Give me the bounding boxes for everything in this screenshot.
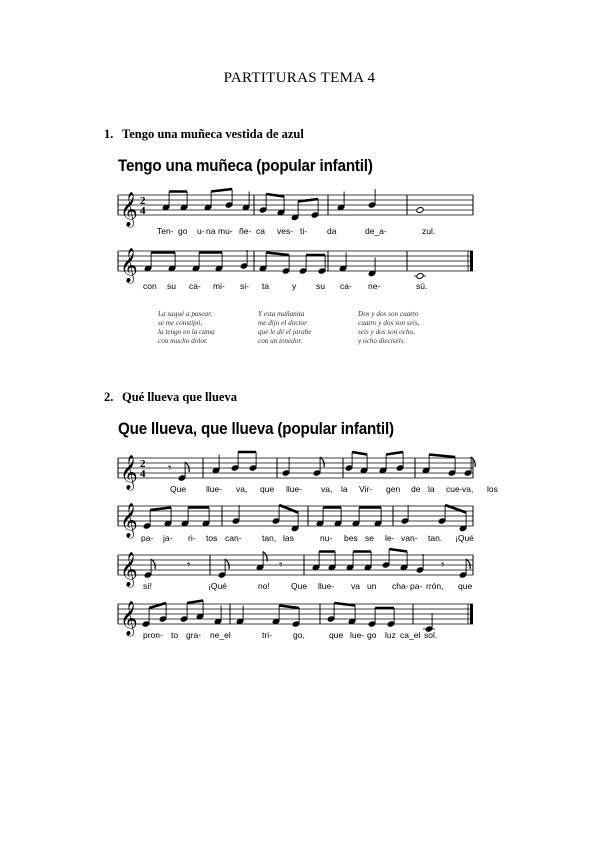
score-title-1: Tengo una muñeca (popular infantil): [118, 157, 373, 175]
lyric-syllable: que: [329, 630, 344, 640]
lyric-syllable: llue-: [286, 484, 303, 494]
treble-clef-icon: 𝄞: [120, 192, 138, 227]
stanza-line: que le dé el jarabe: [258, 328, 312, 336]
lyric-syllable: ne-: [368, 281, 381, 291]
lyric-syllable: un: [367, 581, 377, 591]
section-heading-text: Tengo una muñeca vestida de azul: [122, 127, 304, 141]
lyrics-1-2: [0, 281, 599, 295]
lyric-syllable: tri-: [262, 630, 272, 640]
lyric-syllable: ti-: [300, 226, 308, 236]
lyric-syllable: gra-: [186, 630, 202, 640]
lyric-syllable: tan.: [428, 533, 443, 543]
lyric-syllable: pa-: [141, 533, 154, 543]
lyrics-1-1: [0, 226, 599, 240]
lyrics-2-1: [0, 484, 599, 498]
note-beam: [334, 603, 355, 606]
lyric-syllable: va: [351, 581, 360, 591]
lyric-syllable: si-: [240, 281, 249, 291]
lyric-syllable: la: [428, 484, 435, 494]
note-beam: [187, 601, 203, 604]
lyric-syllable: ¡Qué: [208, 581, 227, 591]
lyrics-2-4: [0, 630, 599, 644]
stanza-line: cuatro y dos son seis,: [358, 319, 420, 327]
stanza-line: con un tenedor.: [258, 337, 303, 345]
note-flag: [320, 457, 324, 467]
staff-1-1: [0, 189, 599, 229]
lyric-syllable: de_a-: [365, 226, 387, 236]
lyric-syllable: Que: [170, 484, 187, 494]
lyric-syllable: pron-: [143, 630, 163, 640]
lyric-syllable: tos: [206, 533, 218, 543]
note-beam: [298, 199, 318, 202]
lyric-syllable: llue-: [318, 581, 335, 591]
lyric-syllable: can-: [225, 533, 242, 543]
lyric-syllable: sol.: [424, 630, 438, 640]
note-head: [416, 207, 424, 214]
note-flag: [151, 559, 155, 569]
lyric-syllable: go,: [293, 630, 305, 640]
lyric-syllable: que: [458, 581, 473, 591]
note-flag: [185, 462, 189, 472]
section-heading-text: Qué llueva que llueva: [122, 390, 237, 404]
time-signature-top: 2: [140, 195, 146, 207]
lyric-syllable: go: [178, 226, 188, 236]
lyric-syllable: ca_el: [400, 630, 421, 640]
lyric-syllable: cue-: [446, 484, 463, 494]
lyric-syllable: ne_el: [210, 630, 231, 640]
lyric-syllable: ri-: [188, 533, 196, 543]
eighth-rest-icon: 𝄾: [168, 461, 172, 476]
section-number: 2.: [104, 390, 114, 404]
stanza-line: se me constipó,: [158, 319, 203, 327]
lyric-syllable: ñe-: [239, 226, 252, 236]
lyric-syllable: gen: [386, 484, 401, 494]
lyric-syllable: su: [316, 281, 325, 291]
lyric-syllable: luz: [385, 630, 396, 640]
staff-1-2: [0, 245, 599, 285]
lyric-syllable: mi-: [213, 281, 225, 291]
time-signature-top: 2: [140, 458, 146, 470]
treble-clef-icon: 𝄞: [120, 552, 138, 587]
lyric-syllable: va,: [462, 484, 474, 494]
lyric-syllable: su: [167, 281, 176, 291]
lyric-syllable: va,: [236, 484, 248, 494]
lyric-syllable: ta: [262, 281, 270, 291]
stanza-line: Y esta mañanita: [258, 310, 305, 318]
treble-clef-icon: 𝄞: [120, 248, 138, 283]
time-signature-bottom: 4: [140, 468, 146, 480]
note-flag: [466, 559, 470, 569]
lyrics-2-3: [0, 581, 599, 595]
stanza-1: [158, 310, 215, 346]
lyric-syllable: llue-: [206, 484, 223, 494]
eighth-rest-icon: 𝄾: [279, 558, 283, 573]
lyric-syllable: va,: [321, 484, 333, 494]
treble-clef-icon: 𝄞: [120, 601, 138, 636]
lyric-syllable: que: [260, 484, 275, 494]
lyric-syllable: bes: [344, 533, 358, 543]
lyric-syllable: to: [171, 630, 179, 640]
lyric-syllable: rrón,: [426, 581, 444, 591]
lyric-syllable: ca: [256, 226, 265, 236]
lyric-syllable: pa-: [410, 581, 423, 591]
final-bar-thick: [470, 251, 473, 271]
note-beam: [429, 455, 455, 458]
stanza-line: Dos y dos son cuatro: [358, 310, 419, 318]
note-beam: [389, 549, 407, 552]
lyric-syllable: y: [292, 281, 297, 291]
lyric-syllable: se: [365, 533, 374, 543]
lyric-syllable: zul.: [422, 226, 436, 236]
section-heading-1: [104, 127, 304, 142]
stanza-2: [258, 310, 312, 346]
section-number: 1.: [104, 127, 114, 141]
note-beam: [266, 194, 284, 197]
lyric-syllable: u-: [197, 226, 205, 236]
lyric-syllable: ves-: [277, 226, 294, 236]
lyric-syllable: con: [143, 281, 157, 291]
lyric-syllable: da: [327, 226, 337, 236]
lyric-syllable: no!: [258, 581, 270, 591]
page-title: PARTITURAS TEMA 4: [223, 70, 376, 86]
note-beam: [386, 452, 403, 455]
final-bar-thick: [470, 604, 473, 624]
treble-clef-icon: 𝄞: [120, 455, 138, 490]
lyric-syllable: las: [283, 533, 294, 543]
lyrics-2-2: [0, 533, 599, 547]
treble-clef-icon: 𝄞: [120, 503, 138, 538]
note-beam: [266, 253, 289, 256]
lyric-syllable: sí!: [143, 581, 152, 591]
lyric-syllable: ca-: [340, 281, 352, 291]
lyric-syllable: Vir-: [359, 484, 373, 494]
note-beam: [150, 508, 171, 511]
lyric-syllable: le-: [385, 533, 395, 543]
lyric-syllable: sú.: [416, 281, 428, 291]
lyric-syllable: mu-: [218, 226, 233, 236]
lyric-syllable: Ten-: [157, 226, 174, 236]
lyric-syllable: lue-: [350, 630, 365, 640]
stanza-line: me dijo el doctor: [258, 319, 307, 327]
lyric-syllable: na: [206, 226, 216, 236]
stanza-3: [358, 310, 419, 346]
lyric-syllable: la: [341, 484, 348, 494]
lyric-syllable: ja-: [163, 533, 173, 543]
note-beam: [352, 452, 367, 455]
stanza-line: La saqué a pasear,: [158, 310, 212, 318]
time-signature-bottom: 4: [140, 205, 146, 217]
note-beam: [211, 189, 232, 192]
score-title-2: Que llueva, que llueva (popular infantil): [118, 420, 394, 438]
note-beam: [279, 606, 299, 609]
note-flag: [225, 559, 229, 569]
lyric-syllable: los: [487, 484, 498, 494]
stanza-line: con mucho dolor.: [158, 337, 208, 345]
section-heading-2: [104, 390, 237, 405]
stanza-line: seis y dos son ocho,: [358, 328, 415, 336]
lyric-syllable: go: [367, 630, 377, 640]
note-head: [416, 273, 424, 280]
lyric-syllable: ¡Qué: [455, 533, 474, 543]
lyric-syllable: tan,: [262, 533, 277, 543]
lyric-syllable: de: [411, 484, 421, 494]
lyric-syllable: Que: [291, 581, 308, 591]
eighth-rest-icon: 𝄾: [187, 558, 191, 573]
stanza-line: la tengo en la cama: [158, 328, 215, 336]
lyric-syllable: ca-: [189, 281, 201, 291]
lyric-syllable: van-: [401, 533, 418, 543]
stanza-line: y ocho dieciséis.: [358, 337, 406, 345]
lyric-syllable: cha-: [392, 581, 409, 591]
lyric-syllable: nu-: [320, 533, 333, 543]
eighth-rest-icon: 𝄾: [441, 558, 445, 573]
